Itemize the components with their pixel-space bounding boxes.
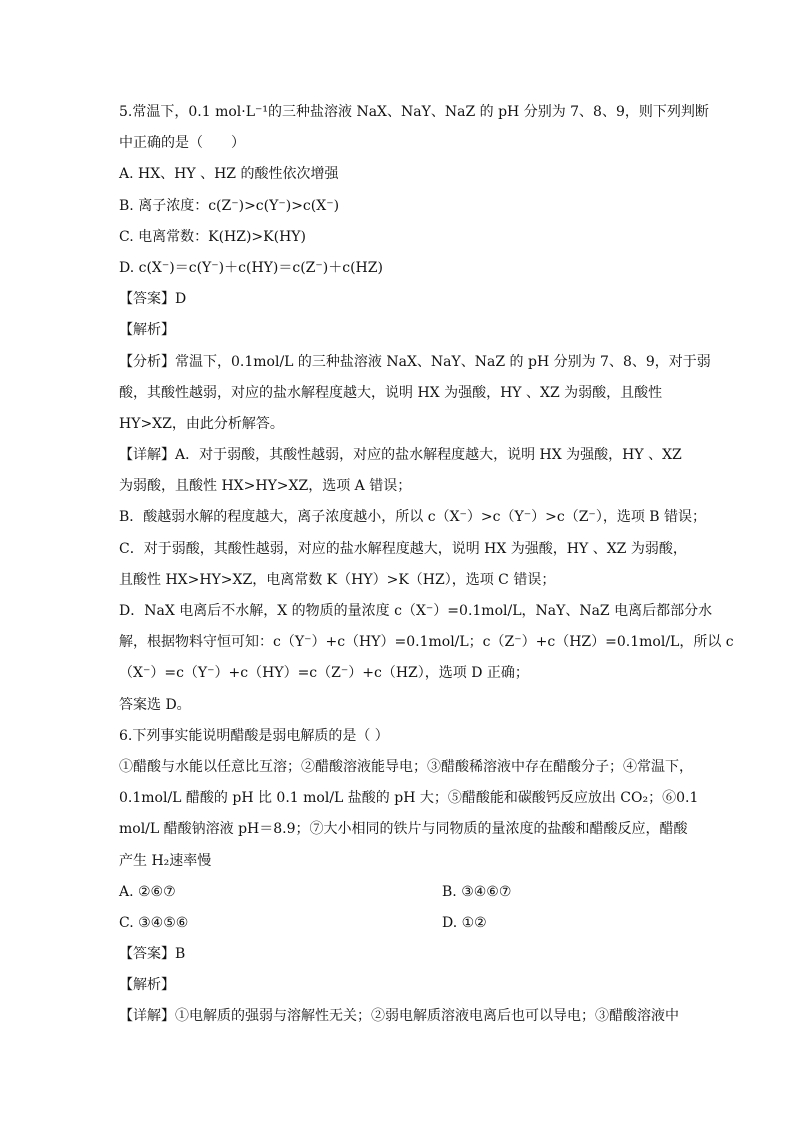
q5-detail-line-5: 且酸性 HX>HY>XZ，电离常数 K（HY）>K（HZ），选项 C 错误； <box>119 571 556 588</box>
q5-detail-line-4: C．对于弱酸，其酸性越弱，对应的盐水解程度越大，说明 HX 为强酸，HY 、XZ 为弱酸， <box>119 540 687 557</box>
q5-answer: 【答案】D <box>119 291 187 308</box>
q6-facts-line-3: mol/L 醋酸钠溶液 pH＝8.9；⑦大小相同的铁片与同物质的量浓度的盐酸和醋酸反应，醋酸 <box>119 821 688 838</box>
q5-option-c: C. 电离常数：K(HZ)>K(HY) <box>119 228 306 245</box>
q5-fenxi-line-1: 【分析】常温下，0.1mol/L 的三种盐溶液 NaX、NaY、NaZ 的 pH 分别为 7、8、9，对于弱 <box>119 353 711 370</box>
q5-option-d: D. c(X⁻)＝c(Y⁻)＋c(HY)＝c(Z⁻)＋c(HZ) <box>119 259 383 276</box>
q5-detail-line-8: （X⁻）=c（Y⁻）+c（HY）=c（Z⁻）+c（HZ），选项 D 正确； <box>119 665 529 682</box>
q6-facts-line-1: ①醋酸与水能以任意比互溶；②醋酸溶液能导电；③醋酸稀溶液中存在醋酸分子；④常温下， <box>119 758 693 775</box>
q6-facts-line-2: 0.1mol/L 醋酸的 pH 比 0.1 mol/L 盐酸的 pH 大；⑤醋酸能和碳酸钙反应放出 CO₂；⑥0.1 <box>119 790 699 807</box>
q5-detail-line-1: 【详解】A．对于弱酸，其酸性越弱，对应的盐水解程度越大，说明 HX 为强酸，HY 、XZ <box>119 447 682 464</box>
q5-detail-line-2: 为弱酸，且酸性 HX>HY>XZ，选项 A 错误； <box>119 478 412 495</box>
q6-options-row-2 <box>119 908 679 939</box>
q5-stem-line-1: 5.常温下，0.1 mol·L⁻¹的三种盐溶液 NaX、NaY、NaZ 的 pH 分别为 7、8、9，则下列判断 <box>119 104 709 120</box>
q6-option-b: B. ③④⑥⑦ <box>442 883 512 900</box>
q6-option-a: A. ②⑥⑦ <box>119 883 176 900</box>
q6-detail-line-1: 【详解】①电解质的强弱与溶解性无关；②弱电解质溶液电离后也可以导电；③醋酸溶液中 <box>119 1008 679 1025</box>
q6-option-d: D. ①② <box>442 914 487 931</box>
q6-options-row-1 <box>119 877 679 908</box>
q5-fenxi-line-3: HY>XZ，由此分析解答。 <box>119 415 284 432</box>
q6-analysis-heading: 【解析】 <box>119 977 175 994</box>
document-page <box>119 97 734 1033</box>
q5-detail-line-3: B．酸越弱水解的程度越大，离子浓度越小，所以 c（X⁻）>c（Y⁻）>c（Z⁻），选项 B 错误； <box>119 509 707 526</box>
q6-stem: 6.下列事实能说明醋酸是弱电解质的是（ ） <box>119 727 389 744</box>
q5-analysis-heading: 【解析】 <box>119 322 175 339</box>
q5-detail-line-7: 解，根据物料守恒可知：c（Y⁻）+c（HY）=0.1mol/L；c（Z⁻）+c（HZ）=0.1mol/L，所以 c <box>119 634 734 651</box>
q6-facts-line-4: 产生 H₂速率慢 <box>119 852 212 869</box>
q5-option-a: A. HX、HY 、HZ 的酸性依次增强 <box>119 166 339 183</box>
q5-detail-line-6: D．NaX 电离后不水解，X 的物质的量浓度 c（X⁻）=0.1mol/L，NaY、NaZ 电离后都部分水 <box>119 603 713 619</box>
q5-fenxi-line-2: 酸，其酸性越弱，对应的盐水解程度越大，说明 HX 为强酸，HY 、XZ 为弱酸，且酸性 <box>119 384 663 401</box>
q5-option-b: B. 离子浓度：c(Z⁻)>c(Y⁻)>c(X⁻) <box>119 197 340 214</box>
q5-conclusion: 答案选 D。 <box>119 696 191 713</box>
q6-answer: 【答案】B <box>119 946 186 963</box>
q5-stem-line-2: 中正确的是（ ） <box>119 135 245 152</box>
q6-option-c: C. ③④⑤⑥ <box>119 914 189 931</box>
